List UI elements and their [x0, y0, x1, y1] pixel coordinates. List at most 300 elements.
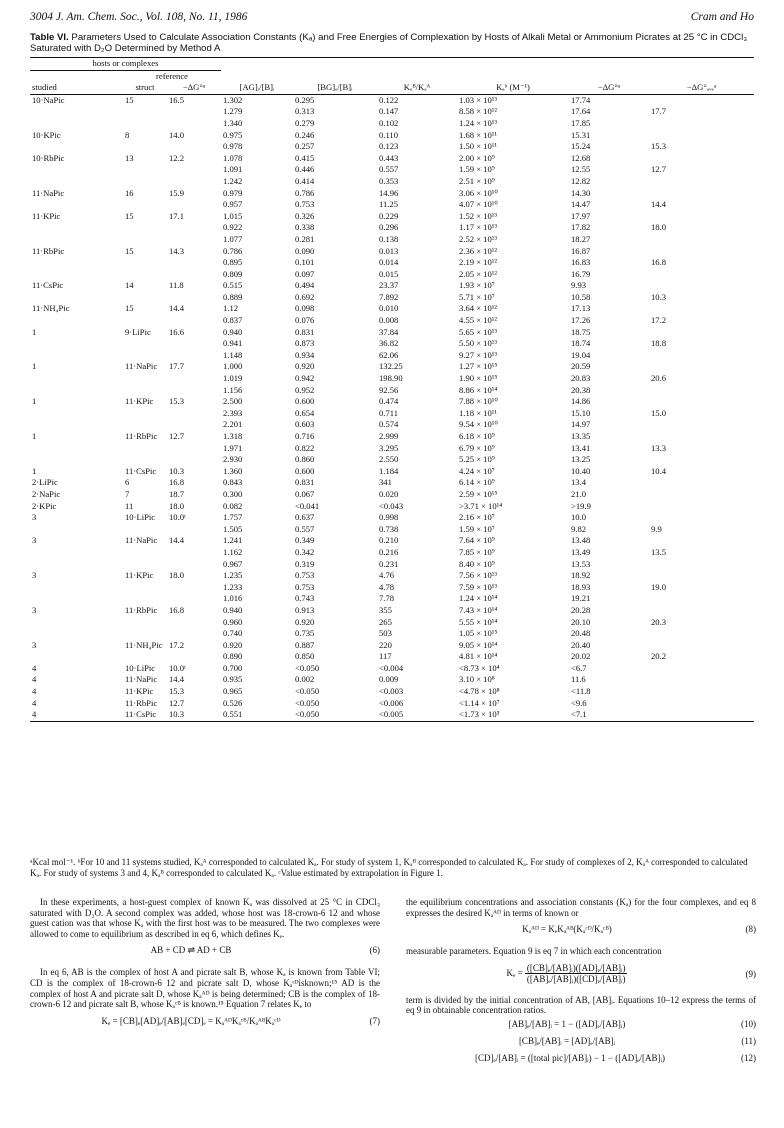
column-header: Kₐᵇ (M⁻¹) [457, 82, 569, 94]
data-cell: 9.05 × 10¹⁴ [459, 639, 498, 650]
data-cell: 18.93 [571, 581, 591, 592]
data-cell: 1.279 [223, 106, 243, 117]
struct-cell [123, 408, 167, 420]
data-cell: 6.18 × 10⁹ [459, 431, 495, 441]
ref-dg-cell [167, 385, 221, 397]
table-row [30, 709, 754, 721]
data-cell: 1.90 × 10¹⁵ [459, 373, 498, 384]
data-cell: 1.03 × 10¹³ [459, 94, 497, 105]
studied-cell: 2·KPic [32, 500, 57, 511]
data-cell: 3.64 × 10¹² [459, 303, 497, 314]
data-cell: 0.940 [223, 604, 243, 615]
struct-cell: 11·RbPic [125, 431, 158, 441]
journal-citation: 3004 J. Am. Chem. Soc., Vol. 108, No. 11, 1986 [30, 11, 248, 23]
data-cell: 0.700 [223, 662, 243, 673]
equation-8 [406, 924, 756, 940]
ref-dg-cell: 16.8 [169, 477, 185, 488]
struct-cell [123, 559, 167, 571]
data-cell: 9.27 × 10¹³ [459, 349, 497, 360]
data-cell: 2.999 [379, 431, 399, 441]
avg-dg-cell [649, 280, 754, 292]
data-cell: 1.000 [223, 361, 243, 372]
data-cell: 0.147 [379, 106, 399, 117]
studied-cell [30, 408, 123, 420]
data-cell: 17.26 [571, 315, 591, 326]
avg-dg-cell: 12.7 [651, 164, 667, 175]
table-row [30, 153, 754, 165]
data-cell: 62.06 [379, 349, 399, 360]
struct-cell [123, 234, 167, 246]
avg-dg-cell: 17.2 [651, 315, 667, 326]
table-row [30, 303, 754, 315]
data-cell: 1.241 [223, 535, 243, 546]
data-cell: <1.14 × 10⁷ [459, 697, 500, 708]
equation-10 [406, 1019, 756, 1033]
data-cell: 7.892 [379, 291, 399, 302]
table-row [30, 640, 754, 652]
data-cell: 265 [379, 616, 392, 627]
studied-cell: 1 [32, 396, 37, 407]
struct-cell [123, 524, 167, 536]
struct-cell: 8 [125, 129, 130, 140]
ref-dg-cell [167, 651, 221, 663]
studied-cell: 10·KPic [32, 129, 61, 140]
paragraph: In these experiments, a host-guest complex of known Kₐ was dissolved at 25 °C in CDCl₃ saturated with D₂O. A second complex was added, whose host was 18-crown-6 12 and whose guest cation was that whose Kₐ with the first host was to be measured. The two complexes were allowed to come to equilibrium as described in eq 6, which defines Kₑ. [30, 897, 380, 939]
ref-dg-cell [167, 617, 221, 629]
avg-dg-cell: 13.5 [651, 546, 667, 557]
data-cell: 1.302 [223, 94, 243, 105]
data-cell: 0.296 [379, 222, 399, 233]
data-cell: 0.831 [295, 326, 315, 337]
data-cell: <0.006 [379, 697, 404, 708]
ref-dg-cell: 10.0ᶜ [169, 512, 187, 523]
studied-cell [30, 582, 123, 594]
studied-cell [30, 199, 123, 211]
struct-cell: 9·LiPic [125, 326, 151, 337]
data-cell: 1.05 × 10¹⁵ [459, 628, 498, 639]
struct-cell [123, 582, 167, 594]
data-cell: 0.850 [295, 651, 315, 662]
table-row [30, 199, 754, 211]
data-cell: 7.78 [379, 593, 395, 604]
avg-dg-cell: 15.0 [651, 407, 667, 418]
ref-dg-cell [167, 257, 221, 269]
ref-dg-cell: 15.9 [169, 187, 185, 198]
data-cell: 20.02 [571, 651, 591, 662]
data-cell: 117 [379, 651, 392, 662]
table-label: Table VI. [30, 32, 69, 43]
table-row [30, 674, 754, 686]
avg-dg-cell: 20.2 [651, 651, 667, 662]
column-header: −ΔG°ᵃ [569, 82, 649, 94]
table-row [30, 350, 754, 362]
ref-dg-cell [167, 593, 221, 605]
equation-number: (11) [741, 1035, 756, 1046]
struct-cell [123, 118, 167, 130]
studied-cell: 1 [32, 361, 37, 372]
data-cell: 10.58 [571, 291, 591, 302]
data-cell: 12.55 [571, 164, 591, 175]
data-cell: 1.156 [223, 384, 243, 395]
data-cell: 17.64 [571, 106, 591, 117]
data-cell: 9.54 × 10¹⁰ [459, 419, 498, 430]
column-header: [BG]ₑ/[B]ᵢ [293, 82, 377, 94]
data-cell: 19.04 [571, 349, 591, 360]
ref-dg-cell: 18.0 [169, 500, 185, 511]
data-cell: 1.078 [223, 152, 243, 163]
studied-cell [30, 385, 123, 397]
table-caption-text: Parameters Used to Calculate Association Constants (Kₐ) and Free Energies of Complexation by Hosts of Alkali Metal or Ammonium Picrates at 25 °C in CDCl₃ Saturated with D₂O Determined by Method A [30, 32, 748, 54]
table-row [30, 524, 754, 536]
data-cell: 0.960 [223, 616, 243, 627]
data-cell: 17.97 [571, 210, 591, 221]
data-cell: <1.73 × 10⁵ [457, 709, 569, 721]
studied-cell [30, 106, 123, 118]
studied-cell: 10·RbPic [32, 152, 65, 163]
data-cell: 0.922 [223, 222, 243, 233]
data-cell: 36.82 [379, 338, 399, 349]
data-cell: 1.59 × 10⁹ [459, 164, 495, 175]
data-cell: 1.17 × 10¹³ [459, 222, 497, 233]
table-row [30, 234, 754, 246]
data-cell: 0.015 [379, 268, 399, 279]
struct-cell: 11·KPic [125, 686, 154, 697]
studied-cell: 1 [32, 326, 37, 337]
studied-cell [30, 350, 123, 362]
avg-dg-cell [649, 686, 754, 698]
avg-dg-cell [649, 628, 754, 640]
data-cell: 7.59 × 10¹³ [459, 581, 497, 592]
table-row [30, 559, 754, 571]
data-cell: 132.25 [379, 361, 403, 372]
data-cell: 11.25 [379, 199, 399, 210]
data-cell: 0.574 [379, 419, 399, 430]
avg-dg-cell [649, 94, 754, 106]
table-row [30, 269, 754, 281]
table-row [30, 130, 754, 142]
data-cell: 2.19 × 10¹² [459, 257, 497, 268]
data-cell: >3.71 × 10¹⁴ [459, 500, 503, 511]
table-row [30, 582, 754, 594]
table-row [30, 663, 754, 675]
paragraph: In eq 6, AB is the complex of host A and picrate salt B, whose Kₐ is known from Table VI; CD is the complex of 18-crown-6 12 and picrate salt D, whose Kₐᶜᴰisknown;¹⁵ AD is the complex of host A and picrate salt D, whose Kₐᴬᴰ is being determined; CB is the complex of 18-crown-6 12 and picrate salt B, whose Kₐᶜᴮ is known.¹⁵ Equation 7 relates Kₑ to [30, 967, 380, 1010]
data-cell: 1.184 [379, 465, 399, 476]
group-header: hosts or complexes [92, 58, 159, 68]
ref-dg-cell: 10.3 [169, 465, 185, 476]
data-cell: 4.07 × 10¹⁰ [459, 199, 498, 210]
avg-dg-cell [649, 663, 754, 675]
data-cell: 0.300 [223, 488, 243, 499]
table-row [30, 327, 754, 339]
data-cell: 1.233 [223, 581, 243, 592]
ref-dg-cell: 15.3 [169, 396, 185, 407]
data-cell: <0.004 [379, 662, 404, 673]
avg-dg-cell [649, 350, 754, 362]
data-cell: 0.603 [295, 419, 315, 430]
table-row [30, 501, 754, 513]
studied-cell [30, 234, 123, 246]
avg-dg-cell [649, 269, 754, 281]
data-cell: 1.340 [223, 117, 243, 128]
table-row [30, 466, 754, 478]
data-cell: 1.12 [223, 303, 239, 314]
data-cell: <6.7 [571, 662, 587, 673]
data-cell: 1.235 [223, 570, 243, 581]
table-footnote: ᵃKcal mol⁻¹. ᵇFor 10 and 11 systems studied, Kₐᴬ corresponded to calculated Kₐ. For study of system 1, Kₐᴮ corresponded to calculated Kₐ. For study of complexes of 2, Kₐᴬ corresponded to calculated Kₐ. For study of systems 3 and 4, Kₐᴮ corresponded to calculated Kₐ. ᶜValue estimated by extrapolation in Figure 1. [30, 857, 748, 878]
data-cell: 6.14 × 10⁹ [459, 477, 495, 488]
ref-dg-cell: 18.7 [169, 488, 185, 499]
data-cell: 2.36 × 10¹² [459, 245, 497, 256]
avg-dg-cell [649, 188, 754, 200]
ref-dg-cell: 12.7 [169, 697, 185, 708]
parameters-table [30, 57, 754, 722]
fraction [525, 963, 628, 985]
studied-cell: 1 [32, 465, 37, 476]
table-row [30, 315, 754, 327]
data-cell: 0.873 [295, 338, 315, 349]
data-cell: 0.122 [379, 94, 399, 105]
equation-text: AB + CD ⇌ AD + CB [150, 945, 232, 956]
studied-cell [30, 443, 123, 455]
data-cell: 2.930 [223, 454, 243, 465]
data-cell: 0.246 [295, 129, 315, 140]
ref-dg-cell [167, 118, 221, 130]
struct-cell: 11·KPic [125, 396, 154, 407]
data-cell: 0.313 [295, 106, 315, 117]
data-cell: 0.890 [223, 651, 243, 662]
avg-dg-cell: 10.4 [651, 465, 667, 476]
data-cell: 17.13 [571, 303, 591, 314]
avg-dg-cell [649, 130, 754, 142]
table-row [30, 257, 754, 269]
avg-dg-cell [649, 211, 754, 223]
data-cell: 0.110 [379, 129, 399, 140]
struct-cell [123, 338, 167, 350]
table-row [30, 489, 754, 501]
struct-cell [123, 593, 167, 605]
ref-dg-cell: 17.1 [169, 210, 185, 221]
studied-cell [30, 315, 123, 327]
author-names: Cram and Ho [690, 11, 754, 23]
data-cell: 0.415 [295, 152, 315, 163]
studied-cell [30, 118, 123, 130]
struct-cell: 11·CsPic [123, 709, 167, 721]
table-row [30, 698, 754, 710]
data-cell: 13.49 [571, 546, 591, 557]
data-cell: 12.68 [571, 152, 591, 163]
data-cell: 2.16 × 10⁷ [459, 512, 495, 523]
data-cell: 13.35 [571, 431, 591, 441]
struct-cell: 11·RbPic [125, 697, 158, 708]
paragraph: measurable parameters. Equation 9 is eq 7 in which each concentration [406, 946, 662, 957]
struct-cell [123, 350, 167, 362]
avg-dg-cell [649, 396, 754, 408]
data-cell: 1.015 [223, 210, 243, 221]
avg-dg-cell: 15.3 [651, 141, 667, 152]
data-cell: 13.4 [571, 477, 587, 488]
data-cell: 1.016 [223, 593, 243, 604]
data-cell: 5.50 × 10¹³ [459, 338, 497, 349]
data-cell: 0.942 [295, 373, 315, 384]
studied-cell [30, 176, 123, 188]
data-cell: 1.50 × 10¹¹ [459, 141, 497, 152]
table-row [30, 628, 754, 640]
data-cell: 2.52 × 10¹³ [459, 233, 497, 244]
data-cell: 0.342 [295, 546, 315, 557]
studied-cell: 3 [32, 535, 37, 546]
data-cell: 0.526 [223, 697, 243, 708]
data-cell: 198.90 [379, 373, 403, 384]
ref-dg-cell: 11.8 [169, 280, 184, 291]
avg-dg-cell [649, 559, 754, 571]
ref-dg-cell [167, 408, 221, 420]
studied-cell: 11·CsPic [32, 280, 64, 291]
table-row [30, 373, 754, 385]
data-cell: <0.050 [293, 709, 377, 721]
ref-dg-cell: 16.8 [169, 604, 185, 615]
data-cell: 0.008 [379, 315, 399, 326]
data-cell: 0.979 [223, 187, 243, 198]
data-cell: 17.82 [571, 222, 591, 233]
data-cell: 0.295 [295, 94, 315, 105]
data-cell: <0.050 [295, 697, 320, 708]
data-cell: 1.52 × 10¹³ [459, 210, 497, 221]
data-cell: 0.887 [295, 639, 315, 650]
studied-cell [30, 628, 123, 640]
struct-cell [123, 176, 167, 188]
data-cell: 1.24 × 10¹⁴ [459, 593, 498, 604]
data-cell: 0.257 [295, 141, 315, 152]
data-cell: 0.913 [295, 604, 315, 615]
data-cell: 0.934 [295, 349, 315, 360]
table-row [30, 361, 754, 373]
data-cell: 2.51 × 10⁹ [459, 175, 495, 186]
ref-dg-cell [167, 269, 221, 281]
data-cell: 4.55 × 10¹² [459, 315, 497, 326]
paragraph: the equilibrium concentrations and association constants (Kₐ) for the four complexes, and eq 8 expresses the desired Kₐᴬᴰ in terms of known or [406, 897, 756, 918]
data-cell: 5.55 × 10¹⁴ [459, 616, 498, 627]
avg-dg-cell [649, 361, 754, 373]
data-cell: 0.515 [223, 280, 243, 291]
data-cell: 0.067 [295, 488, 315, 499]
data-cell: 0.998 [379, 512, 399, 523]
studied-cell [30, 141, 123, 153]
data-cell: <8.73 × 10⁴ [459, 662, 500, 673]
avg-dg-cell [649, 246, 754, 258]
studied-cell: 2·NaPic [32, 488, 61, 499]
table-row [30, 176, 754, 188]
data-cell: 0.102 [379, 117, 399, 128]
struct-cell: 11·NH₄Pic [125, 639, 163, 650]
data-cell: 0.216 [379, 546, 399, 557]
avg-dg-cell: 16.8 [651, 257, 667, 268]
data-cell: 0.414 [295, 175, 315, 186]
data-cell: 16.83 [571, 257, 591, 268]
struct-cell [123, 222, 167, 234]
avg-dg-cell [649, 593, 754, 605]
data-cell: 1.93 × 10⁷ [459, 280, 495, 291]
struct-cell: 15 [125, 245, 134, 256]
data-cell: 0.940 [223, 326, 243, 337]
equation-number: (8) [745, 924, 756, 935]
data-cell: 7.85 × 10⁹ [459, 546, 495, 557]
data-cell: 20.40 [571, 639, 591, 650]
data-cell: <0.050 [295, 686, 320, 697]
data-cell: 14.86 [571, 396, 591, 407]
data-cell: 341 [379, 477, 392, 488]
data-cell: 13.25 [571, 454, 591, 465]
avg-dg-cell [649, 489, 754, 501]
ref-dg-cell: 10.3 [167, 709, 221, 721]
table-row [30, 396, 754, 408]
data-cell: 220 [379, 639, 392, 650]
ref-dg-cell: 17.7 [169, 361, 185, 372]
data-cell: 10.40 [571, 465, 591, 476]
struct-cell: 14 [125, 280, 134, 291]
data-cell: 14.96 [379, 187, 399, 198]
data-cell: 13.41 [571, 442, 591, 453]
equation-number: (7) [369, 1015, 380, 1026]
studied-cell [30, 651, 123, 663]
table-row [30, 593, 754, 605]
struct-cell [123, 106, 167, 118]
struct-cell: 11·NaPic [125, 535, 158, 546]
avg-dg-cell: 10.3 [651, 291, 667, 302]
data-cell: 20.10 [571, 616, 591, 627]
table-row [30, 118, 754, 130]
data-cell: 7.88 × 10¹⁰ [459, 396, 498, 407]
ref-dg-cell [167, 559, 221, 571]
data-cell: 7.64 × 10⁹ [459, 535, 495, 546]
avg-dg-cell [649, 570, 754, 582]
data-cell: 4.78 [379, 581, 395, 592]
table-row [30, 547, 754, 559]
studied-cell: 2·LiPic [32, 477, 58, 488]
ref-dg-cell [167, 164, 221, 176]
studied-cell: 4 [30, 709, 123, 721]
avg-dg-cell [649, 153, 754, 165]
avg-dg-cell [649, 698, 754, 710]
data-cell: 3.295 [379, 442, 399, 453]
data-cell: 1.757 [223, 512, 243, 523]
data-cell: 4.76 [379, 570, 395, 581]
data-cell: 92.56 [379, 384, 399, 395]
table-row [30, 338, 754, 350]
struct-cell: 11·CsPic [125, 465, 157, 476]
avg-dg-cell: 9.9 [651, 523, 662, 534]
struct-cell: 10·LiPic [125, 662, 156, 673]
ref-dg-cell: 14.3 [169, 245, 185, 256]
data-cell: 1.077 [223, 233, 243, 244]
ref-dg-cell: 10.0ᶜ [169, 662, 187, 673]
struct-cell [123, 257, 167, 269]
equation-6 [30, 945, 380, 961]
studied-cell [30, 547, 123, 559]
table-row [30, 141, 754, 153]
avg-dg-cell [649, 234, 754, 246]
table-row [30, 222, 754, 234]
studied-cell [30, 593, 123, 605]
data-cell: 19.21 [571, 593, 591, 604]
data-cell: 0.920 [295, 361, 315, 372]
struct-cell [123, 651, 167, 663]
data-cell: 0.349 [295, 535, 315, 546]
data-cell: 0.654 [295, 407, 315, 418]
data-cell: 0.279 [295, 117, 315, 128]
table-row [30, 617, 754, 629]
equation-number: (6) [369, 945, 380, 956]
avg-dg-cell [649, 477, 754, 489]
